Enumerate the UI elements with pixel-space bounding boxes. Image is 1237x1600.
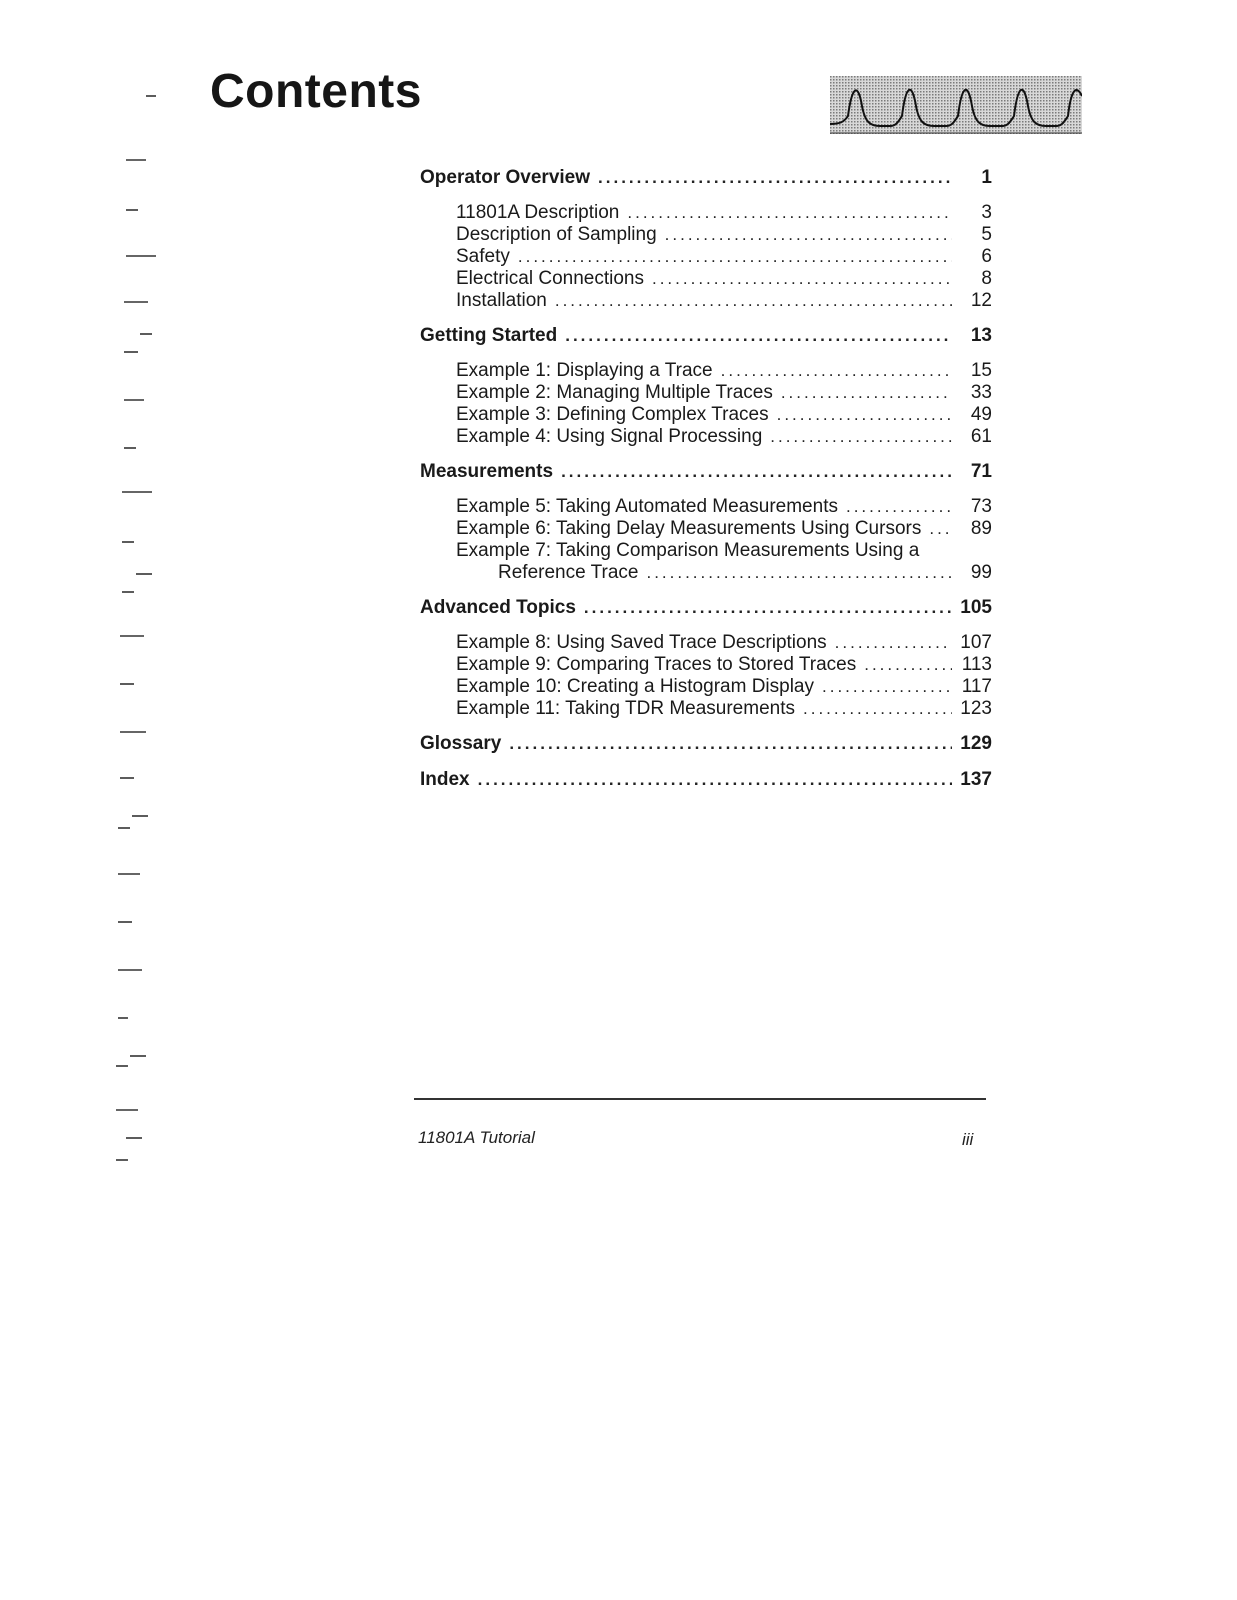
toc-entry-label: Description of Sampling	[456, 224, 657, 245]
toc-entry-label: Example 11: Taking TDR Measurements	[456, 698, 795, 719]
toc-entry[interactable]	[420, 496, 992, 518]
toc-entry[interactable]	[420, 676, 992, 698]
toc-entry[interactable]	[420, 426, 992, 448]
toc-entry-page: 3	[981, 202, 992, 223]
toc-entry-page: 61	[970, 426, 992, 447]
toc-entry-page: 123	[960, 698, 992, 719]
toc-leader-dots	[929, 518, 952, 540]
toc-leader-dots	[561, 460, 952, 484]
toc-entry[interactable]	[420, 246, 992, 268]
toc-section-page: 129	[960, 733, 992, 754]
toc-entry-label: Example 10: Creating a Histogram Display	[456, 676, 814, 697]
toc-section-heading[interactable]	[420, 166, 992, 190]
toc-leader-dots	[835, 632, 952, 654]
toc-entry-page: 15	[970, 360, 992, 381]
toc-entry-page: 12	[970, 290, 992, 311]
toc-section	[420, 768, 992, 792]
toc-leader-dots	[584, 596, 952, 620]
toc-entry-label: Example 8: Using Saved Trace Descriptions	[456, 632, 827, 653]
toc-section	[420, 732, 992, 756]
toc-entry[interactable]	[420, 202, 992, 224]
toc-section-title: Getting Started	[420, 325, 558, 346]
toc-entry[interactable]	[420, 382, 992, 404]
toc-entry-page: 33	[970, 382, 992, 403]
toc-entry[interactable]	[420, 562, 992, 584]
toc-entry-label: Safety	[456, 246, 510, 267]
toc-entry-label: Reference Trace	[498, 562, 639, 583]
toc-entry[interactable]	[420, 632, 992, 654]
toc-entry-label: Example 4: Using Signal Processing	[456, 426, 763, 447]
toc-leader-dots	[770, 426, 952, 448]
toc-leader-dots	[665, 224, 952, 246]
toc-section-page: 105	[960, 597, 992, 618]
toc-entry-page: 107	[960, 632, 992, 653]
toc-entry-label: Example 1: Displaying a Trace	[456, 360, 713, 381]
toc-entry-label: Example 7: Taking Comparison Measurements Using a	[456, 540, 920, 561]
toc-section-title: Measurements	[420, 461, 554, 482]
toc-entry-label: Installation	[456, 290, 547, 311]
toc-entry[interactable]	[420, 268, 992, 290]
toc-entry[interactable]	[420, 290, 992, 312]
toc-entry-label: Example 3: Defining Complex Traces	[456, 404, 769, 425]
toc-entry[interactable]	[420, 654, 992, 676]
toc-leader-dots	[846, 496, 952, 518]
toc-entry-label: Example 6: Taking Delay Measurements Using Cursors	[456, 518, 922, 539]
toc-entry-label: Electrical Connections	[456, 268, 644, 289]
toc-entry-label: Example 5: Taking Automated Measurements	[456, 496, 838, 517]
toc-entry-page: 117	[961, 676, 992, 697]
toc-section-heading[interactable]	[420, 732, 992, 756]
toc-leader-dots	[777, 404, 952, 426]
toc-leader-dots	[646, 562, 952, 584]
toc-entry-label: Example 9: Comparing Traces to Stored Traces	[456, 654, 857, 675]
toc-section	[420, 596, 992, 720]
toc-entry-page: 113	[961, 654, 992, 675]
table-of-contents	[420, 166, 992, 804]
footer-rule	[414, 1098, 986, 1100]
toc-section	[420, 460, 992, 584]
toc-entry-page: 6	[981, 246, 992, 267]
toc-section-title: Glossary	[420, 733, 502, 754]
toc-section-heading[interactable]	[420, 460, 992, 484]
toc-entry-label: Example 2: Managing Multiple Traces	[456, 382, 773, 403]
toc-section-heading[interactable]	[420, 768, 992, 792]
page-title: Contents	[210, 65, 422, 118]
toc-entry[interactable]	[420, 404, 992, 426]
toc-section-page: 137	[960, 769, 992, 790]
toc-entry[interactable]	[420, 360, 992, 382]
toc-section-title: Advanced Topics	[420, 597, 576, 618]
toc-leader-dots	[781, 382, 952, 404]
toc-entry[interactable]	[420, 518, 992, 540]
toc-entry[interactable]	[420, 540, 992, 562]
toc-leader-dots	[627, 202, 952, 224]
margin-scan-marks	[112, 0, 172, 1200]
toc-entry-page: 5	[981, 224, 992, 245]
toc-section-title: Operator Overview	[420, 167, 591, 188]
toc-leader-dots	[565, 324, 952, 348]
toc-entry-page: 73	[970, 496, 992, 517]
toc-leader-dots	[509, 732, 952, 756]
toc-leader-dots	[478, 768, 952, 792]
toc-section	[420, 324, 992, 448]
toc-section-heading[interactable]	[420, 596, 992, 620]
toc-leader-dots	[598, 166, 952, 190]
toc-leader-dots	[555, 290, 952, 312]
toc-leader-dots	[803, 698, 952, 720]
waveform-header-graphic	[830, 76, 1082, 134]
toc-leader-dots	[518, 246, 952, 268]
toc-leader-dots	[822, 676, 952, 698]
toc-entry-page: 8	[981, 268, 992, 289]
toc-section-title: Index	[420, 769, 470, 790]
toc-leader-dots	[652, 268, 952, 290]
toc-entry-page: 49	[970, 404, 992, 425]
toc-leader-dots	[864, 654, 952, 676]
toc-section	[420, 166, 992, 312]
footer-page-number: iii	[962, 1130, 974, 1149]
toc-leader-dots	[721, 360, 952, 382]
toc-entry[interactable]	[420, 698, 992, 720]
toc-section-page: 71	[970, 461, 992, 482]
toc-section-heading[interactable]	[420, 324, 992, 348]
toc-section-page: 13	[970, 325, 992, 346]
toc-entry-page: 89	[970, 518, 992, 539]
toc-section-page: 1	[981, 167, 992, 188]
toc-entry[interactable]	[420, 224, 992, 246]
footer-title: 11801A Tutorial	[418, 1128, 535, 1147]
toc-entry-page: 99	[970, 562, 992, 583]
toc-entry-label: 11801A Description	[456, 202, 620, 223]
